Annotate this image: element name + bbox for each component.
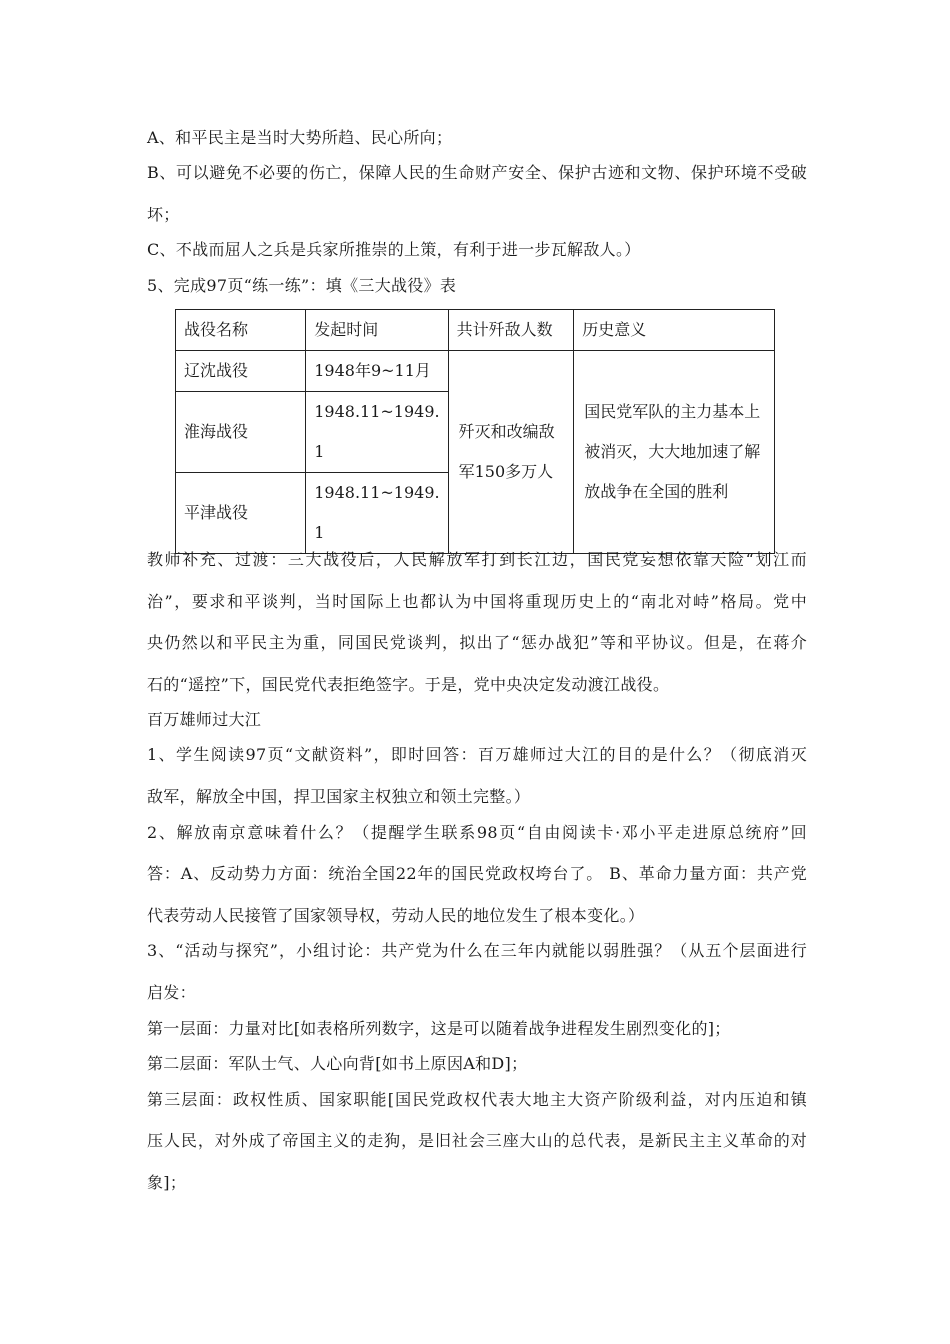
- paragraph-line: B、可以避免不必要的伤亡，保障人民的生命财产安全、保护古迹和文物、保护环境不受破: [147, 163, 807, 182]
- battle-time-line: 1948.11~1949.: [314, 483, 440, 502]
- significance-text: 国民党军队的主力基本上被消灭，大大地加速了解放战争在全国的胜利: [584, 402, 761, 501]
- section-heading: 5、完成97页“练一练”：填《三大战役》表: [147, 276, 457, 295]
- significance-cell: [574, 351, 775, 554]
- table-header-cell: 共计歼敌人数: [448, 310, 574, 351]
- battle-time-line: 1948.11~1949.: [314, 402, 440, 421]
- paragraph-line: 启发：: [147, 983, 196, 1002]
- enemies-cell: [448, 351, 574, 554]
- paragraph-line: 第二层面：军队士气、人心向背[如书上原因A和D]；: [147, 1054, 528, 1073]
- battle-time-cell: [306, 392, 448, 473]
- paragraph-line: 教师补充、过渡：三大战役后，人民解放军打到长江边，国民党妄想依靠天险“划江而: [147, 550, 807, 569]
- paragraph-line: 象]；: [147, 1173, 187, 1192]
- paragraph-line: 压人民，对外成了帝国主义的走狗，是旧社会三座大山的总代表，是新民主主义革命的对: [147, 1131, 807, 1150]
- battle-name-cell: 辽沈战役: [176, 351, 306, 392]
- section-heading: 百万雄师过大江: [147, 710, 262, 729]
- paragraph-line: 代表劳动人民接管了国家领导权，劳动人民的地位发生了根本变化。）: [147, 906, 645, 925]
- battle-name-cell: 平津战役: [176, 473, 306, 554]
- paragraph-line: 答：A、反动势力方面：统治全国22年的国民党政权垮台了。 B、革命力量方面：共产党: [147, 864, 807, 883]
- paragraph-line: 坏；: [147, 205, 180, 224]
- battle-time-cell: 1948年9~11月: [306, 351, 448, 392]
- paragraph-line: 治”，要求和平谈判，当时国际上也都认为中国将重现历史上的“南北对峙”格局。党中: [147, 592, 807, 611]
- table-header-cell: 历史意义: [574, 310, 775, 351]
- table-row: [176, 351, 775, 392]
- table-header-row: [176, 310, 775, 351]
- paragraph-line: 敌军，解放全中国，捍卫国家主权独立和领土完整。）: [147, 787, 531, 806]
- three-battles-table: [175, 309, 775, 554]
- paragraph-line: 第三层面：政权性质、国家职能[国民党政权代表大地主大资产阶级利益，对内压迫和镇: [147, 1090, 807, 1109]
- paragraph-line: A、和平民主是当时大势所趋、民心所向；: [147, 128, 453, 147]
- paragraph-line: 3、“活动与探究”，小组讨论：共产党为什么在三年内就能以弱胜强？（从五个层面进行: [147, 941, 807, 960]
- paragraph-line: 1、学生阅读97页“文献资料”，即时回答：百万雄师过大江的目的是什么？（彻底消灭: [147, 745, 807, 764]
- paragraph-line: 石的“遥控”下，国民党代表拒绝签字。于是，党中央决定发动渡江战役。: [147, 675, 670, 694]
- paragraph-line: 2、解放南京意味着什么？（提醒学生联系98页“自由阅读卡·邓小平走进原总统府”回: [147, 823, 807, 842]
- battle-time-line: 1: [314, 523, 325, 542]
- table-header-cell: 发起时间: [306, 310, 448, 351]
- battle-name-cell: 淮海战役: [176, 392, 306, 473]
- enemies-text: 歼灭和改编敌军150多万人: [458, 422, 555, 481]
- paragraph-line: 第一层面：力量对比[如表格所列数字，这是可以随着战争进程发生剧烈变化的]；: [147, 1019, 731, 1038]
- paragraph-line: 央仍然以和平民主为重，同国民党谈判，拟出了“惩办战犯”等和平协议。但是，在蒋介: [147, 633, 807, 652]
- table-header-cell: 战役名称: [176, 310, 306, 351]
- battle-time-cell: [306, 473, 448, 554]
- paragraph-line: C、不战而屈人之兵是兵家所推崇的上策，有利于进一步瓦解敌人。）: [147, 240, 641, 259]
- battle-time-line: 1: [314, 442, 325, 461]
